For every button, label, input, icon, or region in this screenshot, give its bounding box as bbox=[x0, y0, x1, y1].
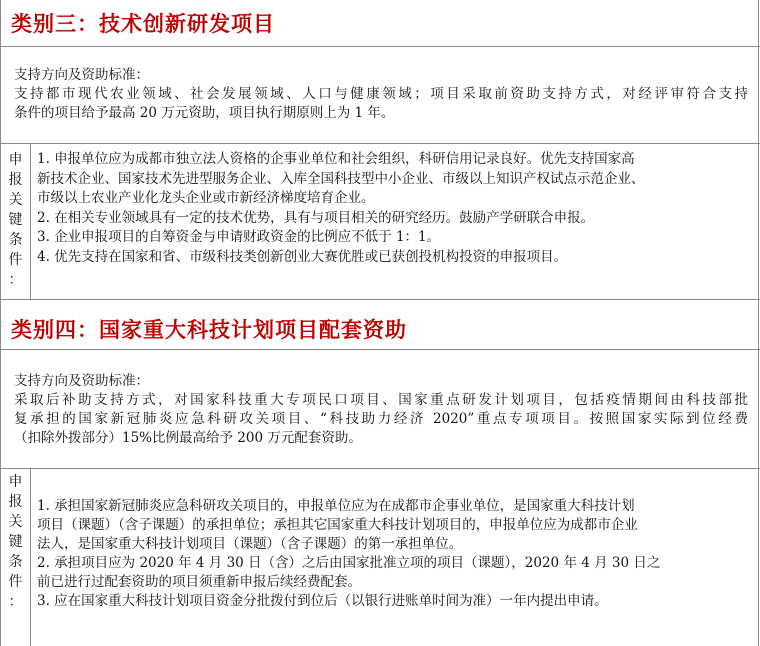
label-char: 报 bbox=[8, 494, 23, 510]
divider bbox=[1, 349, 760, 350]
category-three-conditions bbox=[37, 150, 751, 267]
condition-line: 4. 优先支持在国家和省、市级科技类创新创业大赛优胜或已获创投机构投资的申报项目。 bbox=[37, 248, 568, 265]
category-three-support bbox=[14, 66, 748, 123]
category-four-conditions-label bbox=[1, 469, 31, 646]
divider bbox=[1, 143, 760, 144]
label-char: 件 bbox=[8, 574, 23, 590]
label-char: 键 bbox=[8, 534, 23, 550]
support-line: 复承担的国家新冠肺炎应急科研攻关项目、“科技助力经济 2020”重点专项项目。按照国家实际到位经费 bbox=[14, 411, 748, 427]
label-char: 申 bbox=[8, 474, 23, 490]
support-label: 支持方向及资助标准： bbox=[14, 67, 149, 83]
label-char: ： bbox=[8, 594, 23, 610]
category-four-title-prefix: 类别四： bbox=[11, 317, 99, 342]
condition-line: 法人，是国家重大科技计划项目（课题）（含子课题）的第一承担单位。 bbox=[37, 536, 463, 552]
condition-line: 3. 企业申报项目的自筹资金与申请财政资金的比例应不低于 1：1。 bbox=[37, 229, 441, 245]
condition-line: 前已进行过配套资助的项目须重新申报后续经费配套。 bbox=[37, 574, 361, 590]
category-four-conditions bbox=[37, 497, 751, 611]
support-label: 支持方向及资助标准： bbox=[14, 373, 149, 389]
divider bbox=[1, 46, 760, 47]
condition-line: 2. 承担项目应为 2020 年 4 月 30 日（含）之后由国家批准立项的项目（课题），2020 年 4 月 30 日之 bbox=[37, 555, 661, 571]
support-line: 支持都市现代农业领域、社会发展领域、人口与健康领域；项目采取前资助支持方式，对经评审符合支持 bbox=[14, 86, 748, 102]
label-char: 键 bbox=[8, 212, 23, 228]
label-char: 件 bbox=[8, 252, 23, 268]
category-three-title bbox=[11, 8, 275, 38]
support-line: 条件的项目给予最高 20 万元资助，项目执行期原则上为 1 年。 bbox=[14, 105, 395, 121]
divider bbox=[1, 299, 760, 300]
divider bbox=[1, 468, 760, 469]
condition-line: 市级以上农业产业化龙头企业或市新经济梯度培育企业。 bbox=[37, 190, 375, 206]
condition-line: 新技术企业、国家技术先进型服务企业、入库全国科技型中小企业、市级以上知识产权试点示范企业、 bbox=[37, 170, 645, 187]
label-char: 报 bbox=[8, 172, 23, 188]
label-char: 申 bbox=[8, 152, 23, 168]
category-four-support bbox=[14, 372, 748, 448]
support-line: 采取后补助支持方式，对国家科技重大专项民口项目、国家重点研发计划项目，包括疫情期间由科技部批 bbox=[14, 392, 748, 408]
label-char: 关 bbox=[8, 514, 23, 530]
category-four-title bbox=[11, 314, 407, 344]
category-three-title-prefix: 类别三： bbox=[11, 11, 99, 36]
condition-line: 1. 申报单位应为成都市独立法人资格的企事业单位和社会组织，科研信用记录良好。优先支持国家高 bbox=[37, 151, 635, 167]
label-char: 条 bbox=[8, 232, 23, 248]
condition-line: 2. 在相关专业领域具有一定的技术优势，具有与项目相关的研究经历。鼓励产学研联合申报。 bbox=[37, 209, 595, 226]
label-char: ： bbox=[8, 272, 23, 288]
category-four-title-main: 国家重大科技计划项目配套资助 bbox=[99, 317, 407, 342]
condition-line: 项目（课题）（含子课题）的承担单位；承担其它国家重大科技计划项目的，申报单位应为成都市企业 bbox=[37, 517, 638, 533]
support-line: （扣除外拨部分）15%比例最高给予 200 万元配套资助。 bbox=[14, 430, 362, 446]
condition-line: 1. 承担国家新冠肺炎应急科研攻关项目的，申报单位应为在成都市企事业单位，是国家重大科技计划 bbox=[37, 498, 635, 514]
condition-line: 3. 应在国家重大科技计划项目资金分批拨付到位后（以银行进账单时间为准）一年内提出申请。 bbox=[37, 593, 608, 609]
label-char: 关 bbox=[8, 192, 23, 208]
category-three-conditions-label bbox=[1, 144, 31, 299]
label-char: 条 bbox=[8, 554, 23, 570]
category-three-title-main: 技术创新研发项目 bbox=[99, 11, 275, 36]
